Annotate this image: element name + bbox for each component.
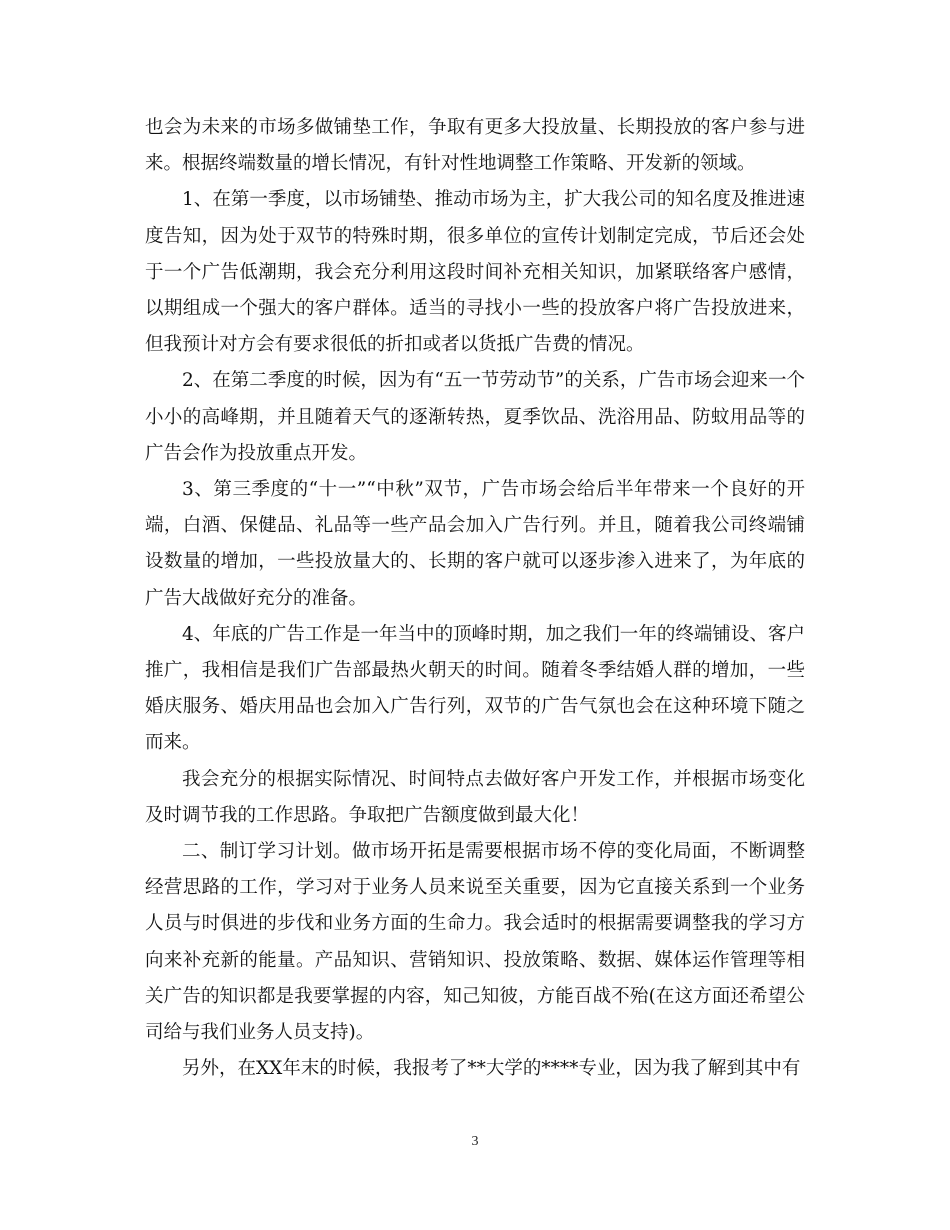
paragraph-other: 另外，在XX年末的时候，我报考了**大学的****专业，因为我了解到其中有 (182, 1058, 801, 1080)
paragraph-continuation: 也会为未来的市场多做铺垫工作，争取有更多大投放量、长期投放的客户参与进来。根据终端数量的增长情况，有针对性地调整工作策略、开发新的领域。 (145, 117, 805, 175)
paragraph-q1: 1、在第一季度，以市场铺垫、推动市场为主，扩大我公司的知名度及推进速度告知，因为处于双节的特殊时期，很多单位的宣传计划制定完成，节后还会处于一个广告低潮期，我会充分利用这段时间补充相关知识，加紧联络客户感情，以期组成一个强大的客户群体。适当的寻找小一些的投放客户将广告投放进来，但我预计对方会有要求很低的折扣或者以货抵广告费的情况。 (145, 189, 805, 356)
paragraph-q4: 4、年底的广告工作是一年当中的顶峰时期，加之我们一年的终端铺设、客户推广，我相信是我们广告部最热火朝天的时间。随着冬季结婚人群的增加，一些婚庆服务、婚庆用品也会加入广告行列，双节的广告气氛也会在这种环境下随之而来。 (145, 623, 805, 754)
page-number: 3 (471, 1134, 479, 1149)
document-body (145, 110, 805, 1087)
paragraph-study-plan: 二、制订学习计划。做市场开拓是需要根据市场不停的变化局面，不断调整经营思路的工作，学习对于业务人员来说至关重要，因为它直接关系到一个业务人员与时俱进的步伐和业务方面的生命力。我会适时的根据需要调整我的学习方向来补充新的能量。产品知识、营销知识、投放策略、数据、媒体运作管理等相关广告的知识都是我要掌握的内容，知己知彼，方能百战不殆(在这方面还希望公司给与我们业务人员支持)。 (145, 841, 805, 1044)
paragraph-summary: 我会充分的根据实际情况、时间特点去做好客户开发工作，并根据市场变化及时调节我的工作思路。争取把广告额度做到最大化！ (145, 768, 805, 826)
paragraph-q3: 3、第三季度的“十一”“中秋”双节，广告市场会给后半年带来一个良好的开端，白酒、保健品、礼品等一些产品会加入广告行列。并且，随着我公司终端铺设数量的增加，一些投放量大的、长期的客户就可以逐步渗入进来了，为年底的广告大战做好充分的准备。 (145, 479, 805, 609)
paragraph-q2: 2、在第二季度的时候，因为有“五一节劳动节”的关系，广告市场会迎来一个小小的高峰期，并且随着天气的逐渐转热，夏季饮品、洗浴用品、防蚊用品等的广告会作为投放重点开发。 (145, 370, 805, 464)
